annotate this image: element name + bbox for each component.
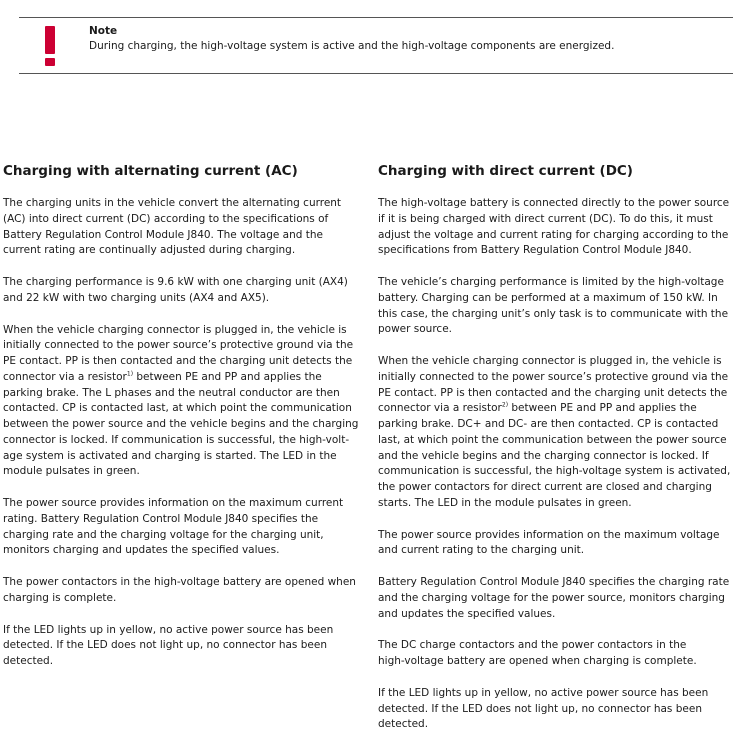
dc-paragraph-3: When the vehicle charging connector is plugged in, the vehicle is initially connected to the power source’s protective ground via the PE contact. PP is then contacted and the charging unit detects the connector via a resistor$^{2)}$ between PE and PP and applies the parking brake. DC+ and DC- are then contacted. CP is contacted last, at which point the communication between the power source and the vehicle begins and the charging connector is locked. If communication is successful, the high-voltage system is activated, the power contactors for direct current are closed and charging starts. The LED in the module pulsates in green. bbox=[378, 355, 731, 509]
note-text: During charging, the high-voltage system is active and the high-voltage components are energized. bbox=[89, 40, 615, 52]
dc-heading: Charging with direct current (DC) bbox=[378, 163, 633, 179]
footnote-marker: 2) bbox=[501, 401, 509, 409]
ac-section bbox=[3, 160, 357, 686]
ac-paragraph-2: The charging performance is 9.6 kW with one charging unit (AX4) and 22 kW with two charging units (AX4 and AX5). bbox=[3, 276, 348, 304]
ac-heading: Charging with alternating current (AC) bbox=[3, 163, 298, 179]
dc-paragraph-5: Battery Regulation Control Module J840 specifies the charging rate and the charging voltage for the power source, monitors charging and updates the specified values. bbox=[378, 576, 730, 620]
ac-paragraph-1: The charging units in the vehicle convert the alternating current (AC) into direct current (DC) according to the specifications of Battery Regulation Control Module J840. The voltage and the current rating are continually adjusted during charging. bbox=[3, 197, 342, 257]
ac-paragraph-3: When the vehicle charging connector is plugged in, the vehicle is initially connected to the power source’s protective ground via the PE contact. PP is then contacted and the charging unit detects the connector via a resistor$^{1)}$ between PE and PP and applies the parking brake. The L phases and the neutral conductor are then contacted. CP is contacted last, at which point the communication between the power source and the vehicle begins and the charging connector is locked. If communication is successful, the high-volt- age system is activated and charging is started. The LED in the module pulsates in green. bbox=[3, 323, 359, 478]
ac-paragraph-4: The power source provides information on the maximum current rating. Battery Regulation Control Module J840 specifies the charging rate and the charging voltage for the charging unit, monitors charging and updates the specified values. bbox=[3, 497, 344, 557]
footnote-marker: 1) bbox=[126, 370, 134, 378]
ac-paragraph-5: The power contactors in the high-voltage battery are opened when charging is complete. bbox=[3, 576, 356, 604]
note-title: Note bbox=[89, 25, 118, 37]
warning-exclamation-icon bbox=[40, 26, 62, 66]
dc-paragraph-1: The high-voltage battery is connected directly to the power source if it is being charged with direct current (DC). To do this, it must adjust the voltage and current rating for charging according to the specifications from Battery Regulation Control Module J840. bbox=[378, 197, 730, 257]
dc-paragraph-2: The vehicle’s charging performance is limited by the high-voltage battery. Charging can be performed at a maximum of 150 kW. In this case, the charging unit’s only task is to communicate with the power source. bbox=[378, 276, 729, 336]
dc-section bbox=[378, 160, 730, 749]
dc-paragraph-4: The power source provides information on the maximum voltage and current rating to the charging unit. bbox=[378, 528, 720, 557]
dc-paragraph-6: The DC charge contactors and the power contactors in the high-voltage battery are opened when charging is complete. bbox=[378, 639, 697, 667]
dc-paragraph-7: If the LED lights up in yellow, no active power source has been detected. If the LED does not light up, no connector has been detected. bbox=[378, 686, 709, 731]
ac-paragraph-6: If the LED lights up in yellow, no active power source has been detected. If the LED does not light up, no connector has been detected. bbox=[3, 623, 334, 667]
note-box bbox=[19, 17, 733, 74]
